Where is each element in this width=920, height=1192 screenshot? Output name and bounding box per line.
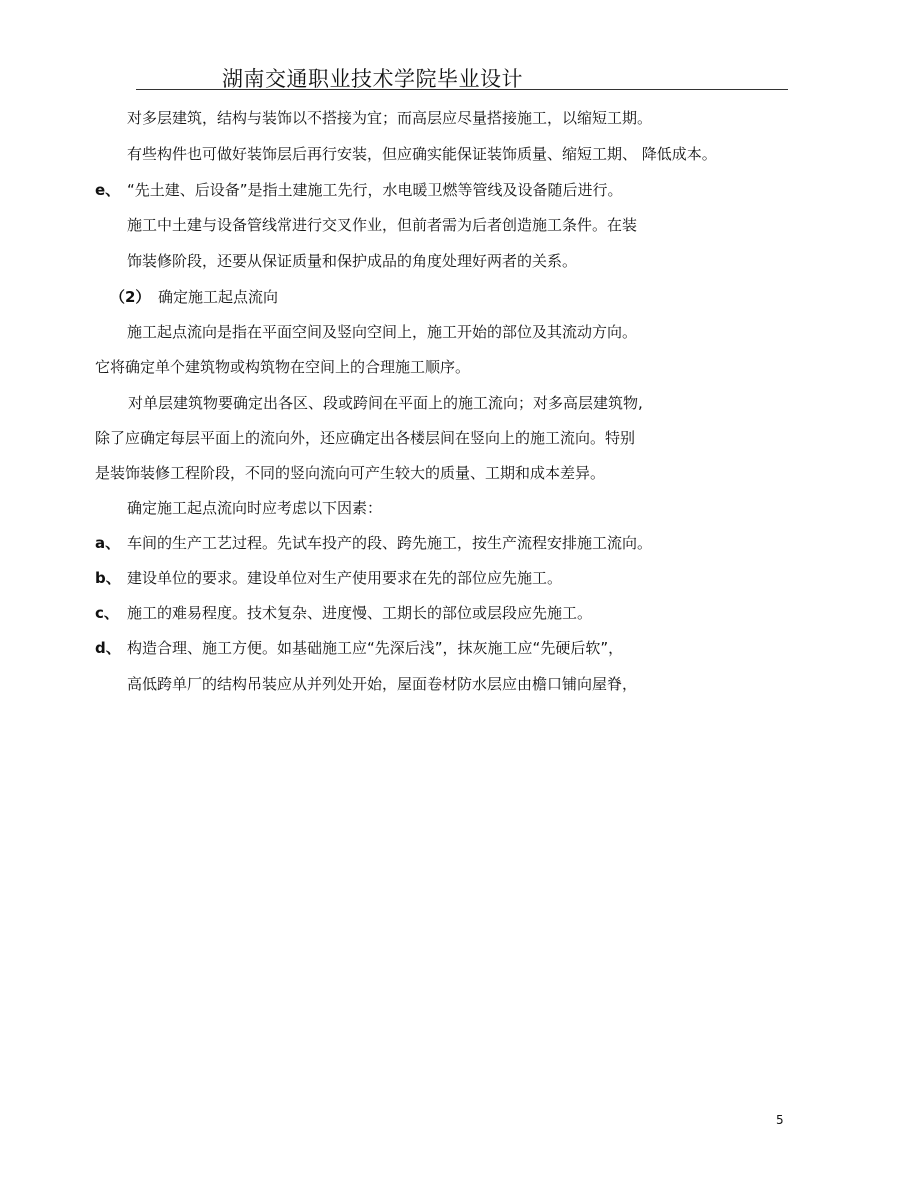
list-item-e	[95, 180, 623, 200]
list-item-b-text: 建设单位的要求。建设单位对生产使用要求在先的部位应先施工。	[127, 569, 563, 587]
paragraph-line-8: 它将确定单个建筑物或构筑物在空间上的合理施工顺序。	[95, 358, 471, 376]
list-marker-d: d、	[95, 639, 121, 657]
paragraph-line-9: 对单层建筑物要确定出各区、段或跨间在平面上的施工流向；对多高层建筑物,	[128, 394, 643, 412]
list-item-c	[95, 603, 592, 623]
page-header-title: 湖南交通职业技术学院毕业设计	[222, 67, 523, 91]
paragraph-line-17: 高低跨单厂的结构吊装应从并列处开始，屋面卷材防水层应由檐口铺向屋脊，	[127, 675, 638, 693]
list-item-a-text: 车间的生产工艺过程。先试车投产的段、跨先施工，按生产流程安排施工流向。	[127, 534, 653, 552]
list-item-d	[95, 638, 623, 658]
paragraph-line-1: 对多层建筑，结构与装饰以不搭接为宜；而高层应尽量搭接施工，以缩短工期。	[127, 109, 653, 127]
list-item-d-text: 构造合理、施工方便。如基础施工应“先深后浅”，抹灰施工应“先硬后软”，	[127, 639, 624, 657]
list-marker-c: c、	[95, 604, 119, 622]
paragraph-line-12: 确定施工起点流向时应考虑以下因素：	[127, 499, 383, 517]
section-heading-text: 确定施工起点流向	[158, 288, 279, 306]
page-number: 5	[776, 1113, 784, 1127]
list-item-e-text: “先土建、后设备”是指土建施工先行，水电暖卫燃等管线及设备随后进行。	[127, 181, 623, 199]
paragraph-line-2: 有些构件也可做好装饰层后再行安装，但应确实能保证装饰质量、缩短工期、 降低成本。	[127, 145, 717, 163]
section-heading	[110, 287, 278, 307]
section-number: （2）	[110, 288, 151, 306]
paragraph-line-5: 饰装修阶段，还要从保证质量和保护成品的角度处理好两者的关系。	[127, 252, 578, 270]
list-marker-b: b、	[95, 569, 121, 587]
list-marker-a: a、	[95, 534, 121, 552]
paragraph-line-4: 施工中土建与设备管线常进行交叉作业，但前者需为后者创造施工条件。在装	[127, 216, 638, 234]
list-item-c-text: 施工的难易程度。技术复杂、进度慢、工期长的部位或层段应先施工。	[127, 604, 593, 622]
list-item-b	[95, 568, 562, 588]
paragraph-line-11: 是装饰装修工程阶段，不同的竖向流向可产生较大的质量、工期和成本差异。	[95, 464, 606, 482]
paragraph-line-7: 施工起点流向是指在平面空间及竖向空间上，施工开始的部位及其流动方向。	[127, 323, 638, 341]
header-divider	[136, 89, 788, 90]
list-marker-e: e、	[95, 181, 121, 199]
paragraph-line-10: 除了应确定每层平面上的流向外，还应确定出各楼层间在竖向上的施工流向。特别	[95, 429, 636, 447]
list-item-a	[95, 533, 652, 553]
